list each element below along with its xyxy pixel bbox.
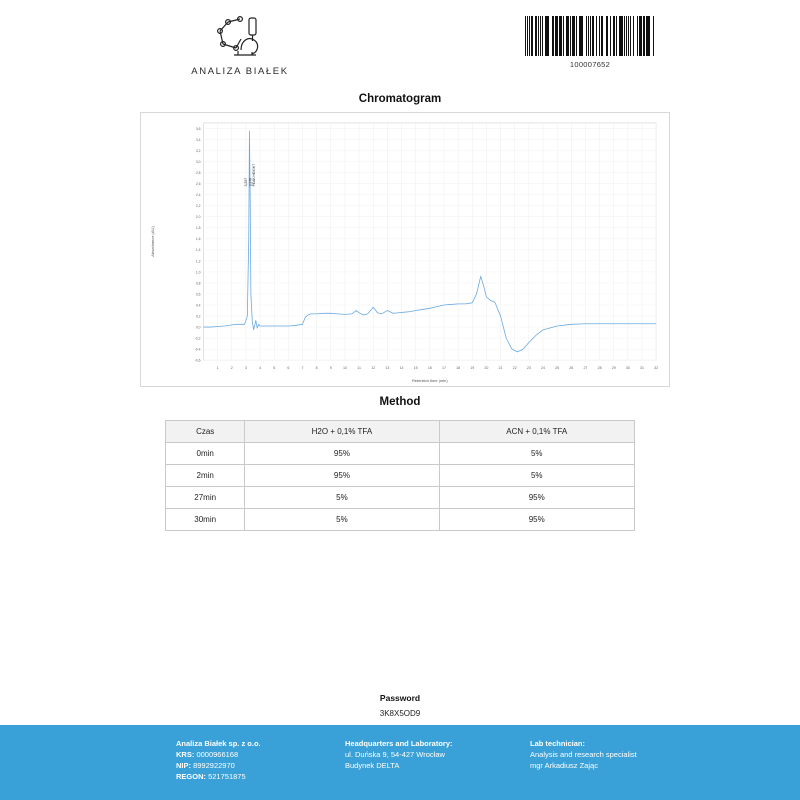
- footer-hq-address-line1: ul. Duńska 9, 54-427 Wrocław: [345, 749, 445, 759]
- company-logo-text: ANALIZA BIAŁEK: [191, 66, 289, 77]
- svg-text:Retention time (min): Retention time (min): [411, 378, 448, 384]
- table-cell-2: 95%: [439, 509, 635, 531]
- svg-text:3,0: 3,0: [195, 159, 201, 164]
- svg-text:31: 31: [640, 366, 644, 371]
- table-cell-2: 5%: [439, 443, 635, 465]
- svg-text:18: 18: [456, 366, 461, 371]
- svg-text:-0,2: -0,2: [194, 336, 201, 341]
- svg-text:6: 6: [287, 366, 290, 371]
- svg-text:5: 5: [273, 366, 276, 371]
- footer-nip: [176, 761, 326, 772]
- svg-text:-0,6: -0,6: [194, 358, 201, 363]
- table-cell-2: 95%: [439, 487, 635, 509]
- footer-regon-value: 521751875: [208, 771, 246, 781]
- svg-text:27: 27: [583, 366, 588, 371]
- svg-text:1,0: 1,0: [195, 270, 201, 275]
- footer-nip-value: 8992922970: [193, 760, 235, 770]
- svg-text:2,2: 2,2: [195, 204, 201, 209]
- barcode-number: 100007652: [569, 60, 611, 69]
- svg-text:1: 1: [216, 366, 219, 371]
- table-header-row: [166, 421, 635, 443]
- footer-nip-label: NIP:: [176, 760, 191, 770]
- svg-text:12: 12: [371, 366, 376, 371]
- svg-text:0,6: 0,6: [195, 292, 201, 297]
- method-title: Method: [379, 396, 421, 408]
- svg-text:0,2: 0,2: [195, 314, 201, 319]
- footer-hq-address-line2: Budynek DELTA: [345, 760, 400, 770]
- molecule-microscope-icon: [208, 14, 272, 62]
- svg-text:26: 26: [569, 366, 574, 371]
- svg-text:1,4: 1,4: [195, 248, 201, 253]
- svg-text:3,2: 3,2: [195, 148, 201, 153]
- svg-text:14: 14: [399, 366, 404, 371]
- table-cell-0: 27min: [166, 487, 245, 509]
- table-row: [166, 487, 635, 509]
- svg-text:-0,4: -0,4: [194, 347, 201, 352]
- svg-text:22: 22: [512, 366, 517, 371]
- table-cell-0: 30min: [166, 509, 245, 531]
- method-table: [165, 420, 635, 531]
- footer-tech-name: mgr Arkadiusz Zając: [530, 760, 598, 770]
- footer-headquarters: [345, 739, 515, 772]
- svg-text:3,4: 3,4: [195, 137, 201, 142]
- footer-company-name: Analiza Białek sp. z o.o.: [176, 739, 261, 748]
- svg-text:8: 8: [315, 366, 318, 371]
- svg-text:3,257: 3,257: [244, 177, 249, 187]
- svg-text:21: 21: [498, 366, 503, 371]
- svg-text:Absorbance (AU): Absorbance (AU): [149, 226, 155, 257]
- document-header: [0, 8, 800, 88]
- svg-text:30: 30: [625, 366, 630, 371]
- table-cell-0: 2min: [166, 465, 245, 487]
- svg-text:19: 19: [470, 366, 475, 371]
- password-block: [0, 693, 800, 718]
- svg-text:0,8: 0,8: [195, 281, 201, 286]
- svg-text:9: 9: [329, 366, 332, 371]
- svg-text:2,8: 2,8: [195, 170, 201, 175]
- password-value: 3K8X5OD9: [379, 709, 421, 718]
- table-cell-0: 0min: [166, 443, 245, 465]
- footer-regon-label: REGON:: [176, 771, 206, 781]
- table-row: [166, 465, 635, 487]
- footer-hq-title: Headquarters and Laboratory:: [345, 739, 453, 748]
- svg-text:3,6: 3,6: [195, 126, 201, 131]
- footer-krs-label: KRS:: [176, 749, 195, 759]
- svg-text:13: 13: [385, 366, 390, 371]
- svg-text:1,8: 1,8: [195, 226, 201, 231]
- chromatogram-chart: [140, 112, 670, 387]
- footer-krs-value: 0000966168: [196, 749, 239, 759]
- svg-text:1,2: 1,2: [195, 259, 201, 264]
- table-cell-1: 5%: [245, 487, 439, 509]
- column-header-czas: Czas: [166, 421, 245, 443]
- svg-text:2,4: 2,4: [195, 193, 201, 198]
- svg-text:PEAK HEIGHT: PEAK HEIGHT: [251, 163, 256, 187]
- column-header-acn: ACN + 0,1% TFA: [439, 421, 635, 443]
- svg-text:0,4: 0,4: [195, 303, 201, 308]
- chromatogram-title: Chromatogram: [358, 93, 442, 105]
- barcode-block: [525, 16, 655, 69]
- svg-text:10: 10: [342, 366, 347, 371]
- svg-text:32: 32: [654, 366, 659, 371]
- table-cell-2: 5%: [439, 465, 635, 487]
- barcode-icon: [525, 16, 655, 56]
- svg-text:2,0: 2,0: [195, 215, 201, 220]
- svg-text:3: 3: [244, 366, 247, 371]
- table-row: [166, 509, 635, 531]
- svg-text:29: 29: [611, 366, 616, 371]
- svg-text:16: 16: [427, 366, 432, 371]
- footer-tech-title: Lab technician:: [530, 739, 586, 748]
- table-cell-1: 5%: [245, 509, 439, 531]
- footer-tech-role: Analysis and research specialist: [530, 749, 637, 759]
- svg-text:1,6: 1,6: [195, 237, 201, 242]
- svg-text:20: 20: [484, 366, 489, 371]
- column-header-h2o: H2O + 0,1% TFA: [245, 421, 439, 443]
- svg-text:25: 25: [555, 366, 560, 371]
- svg-text:7: 7: [301, 366, 304, 371]
- svg-text:17: 17: [441, 366, 446, 371]
- svg-text:2,6: 2,6: [195, 182, 201, 187]
- document-footer: [0, 725, 800, 800]
- svg-text:28: 28: [597, 366, 602, 371]
- company-logo: [165, 14, 315, 77]
- svg-text:23: 23: [526, 366, 531, 371]
- table-cell-1: 95%: [245, 443, 439, 465]
- password-label: Password: [379, 693, 421, 703]
- footer-krs: [176, 750, 326, 761]
- footer-company-info: [176, 739, 326, 783]
- svg-text:24: 24: [541, 366, 545, 371]
- svg-text:11: 11: [357, 366, 361, 371]
- svg-text:15: 15: [413, 366, 418, 371]
- footer-technician: [530, 739, 730, 772]
- svg-text:3,378: 3,378: [248, 177, 253, 187]
- svg-text:4: 4: [259, 366, 262, 371]
- svg-text:0,0: 0,0: [195, 325, 201, 330]
- table-cell-1: 95%: [245, 465, 439, 487]
- footer-regon: [176, 772, 326, 783]
- svg-text:2: 2: [230, 366, 233, 371]
- table-row: [166, 443, 635, 465]
- chromatogram-plot: [141, 113, 669, 386]
